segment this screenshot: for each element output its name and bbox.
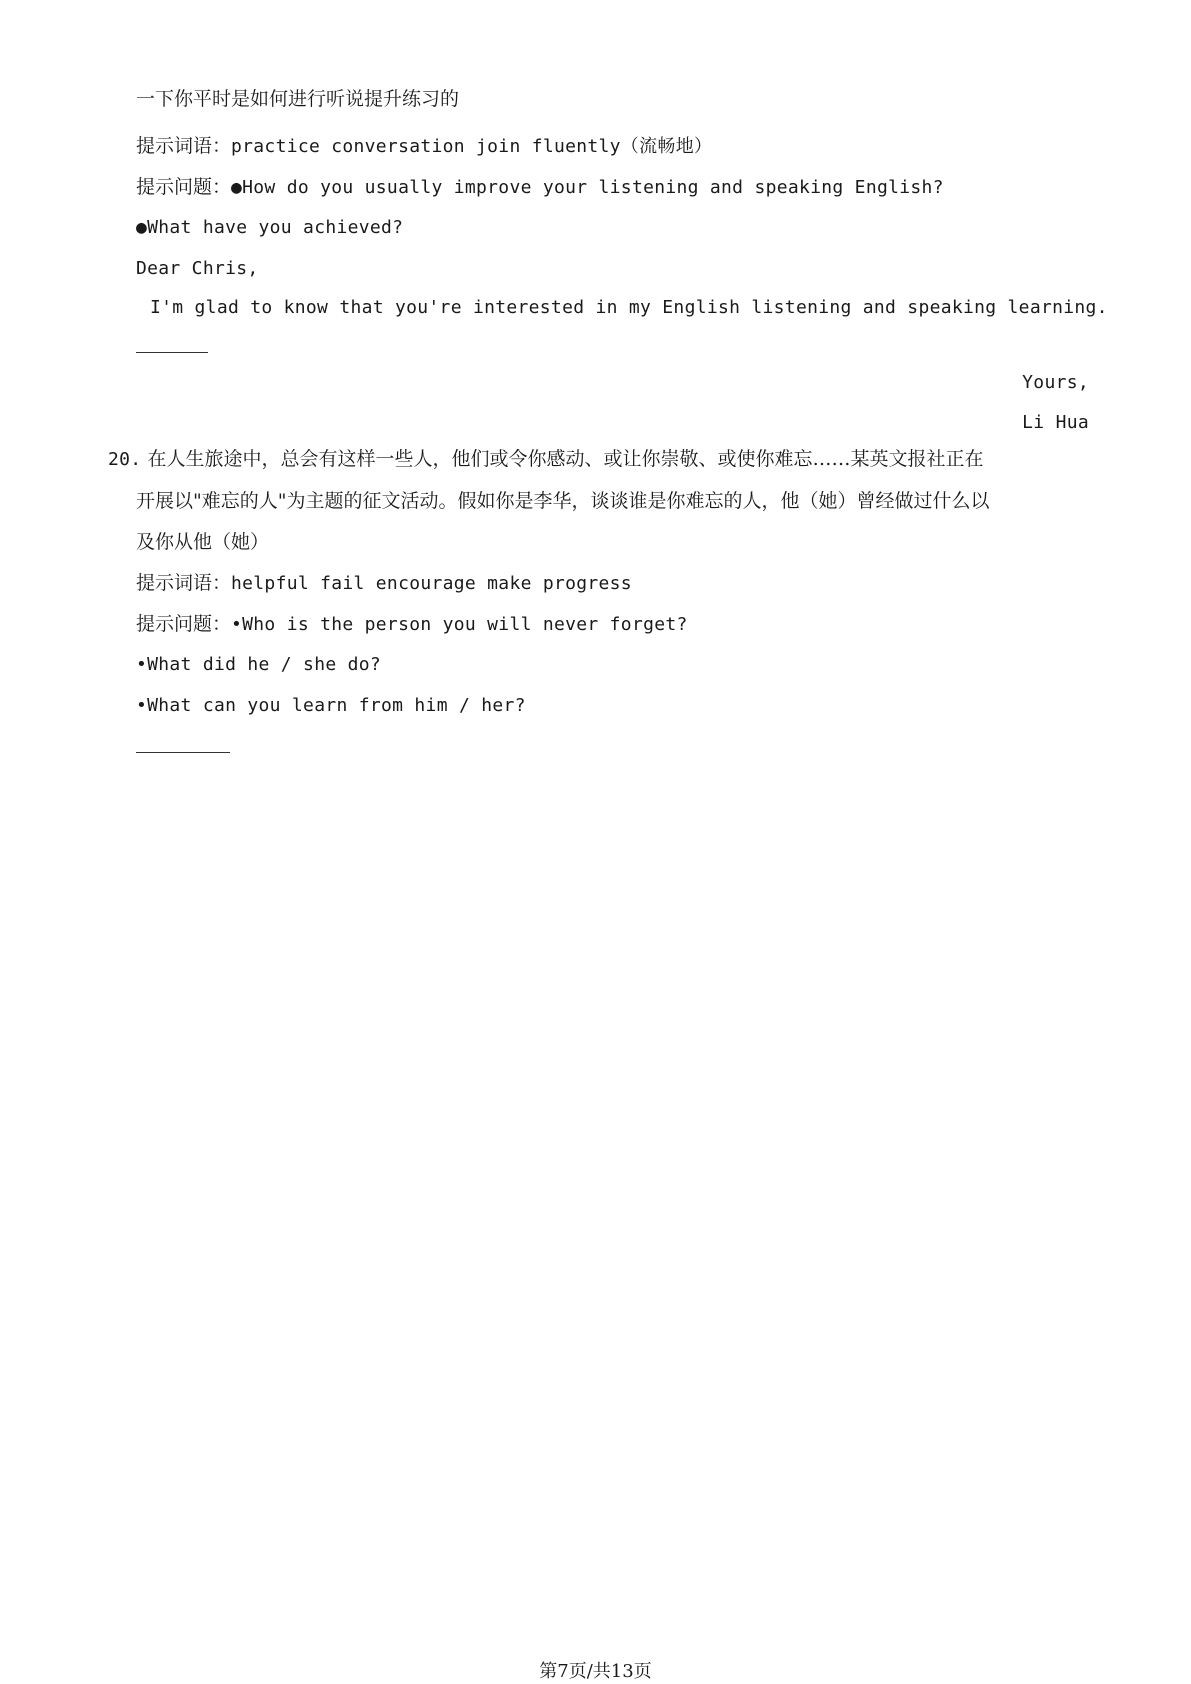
q20-hint-words — [136, 570, 632, 597]
q20-hint-questions-label: 提示问题： — [136, 613, 232, 635]
q19-closing: Yours, — [1022, 372, 1089, 393]
q20-hint-words-text: helpful fail encourage make progress — [231, 573, 632, 594]
q20-number: 20. — [108, 449, 142, 470]
q20-answer-blank[interactable] — [136, 752, 230, 753]
q20-question-2: •What did he / she do? — [136, 654, 382, 675]
q19-hint-words-label: 提示词语： — [136, 135, 232, 157]
q19-hint-words — [136, 133, 712, 160]
q20-prompt-line-3: 及你从他（她） — [136, 531, 270, 553]
q19-answer-blank[interactable] — [136, 352, 208, 353]
q20-hint-words-label: 提示词语： — [136, 572, 232, 594]
q20-prompt-text-1: 在人生旅途中，总会有这样一些人，他们或令你感动、或让你崇敬、或使你难忘……某英文报社正在 — [147, 448, 984, 470]
page-number: 第7页/共13页 — [539, 1661, 652, 1682]
q19-signature: Li Hua — [1022, 412, 1089, 433]
q19-hint-questions — [136, 174, 944, 201]
q20-hint-questions — [136, 611, 688, 638]
q19-hint-words-text: practice conversation join fluently（流畅地） — [231, 136, 713, 157]
q19-salutation: Dear Chris, — [136, 258, 259, 279]
q19-task-tail: 一下你平时是如何进行听说提升练习的 — [136, 88, 460, 110]
q20-prompt-line-2: 开展以"难忘的人"为主题的征文活动。假如你是李华，谈谈谁是你难忘的人，他（她）曾经做过什么以 — [136, 490, 990, 512]
q19-question-1: ●How do you usually improve your listening and speaking English? — [231, 177, 944, 198]
q20-question-3: •What can you learn from him / her? — [136, 695, 526, 716]
q19-question-2: ●What have you achieved? — [136, 217, 404, 238]
q19-hint-questions-label: 提示问题： — [136, 176, 232, 198]
q19-opening-sentence: I'm glad to know that you're interested in my English listening and speaking learning. — [150, 297, 1108, 318]
q20-question-1: •Who is the person you will never forget? — [231, 614, 688, 635]
q20-prompt-line-1 — [108, 446, 983, 473]
